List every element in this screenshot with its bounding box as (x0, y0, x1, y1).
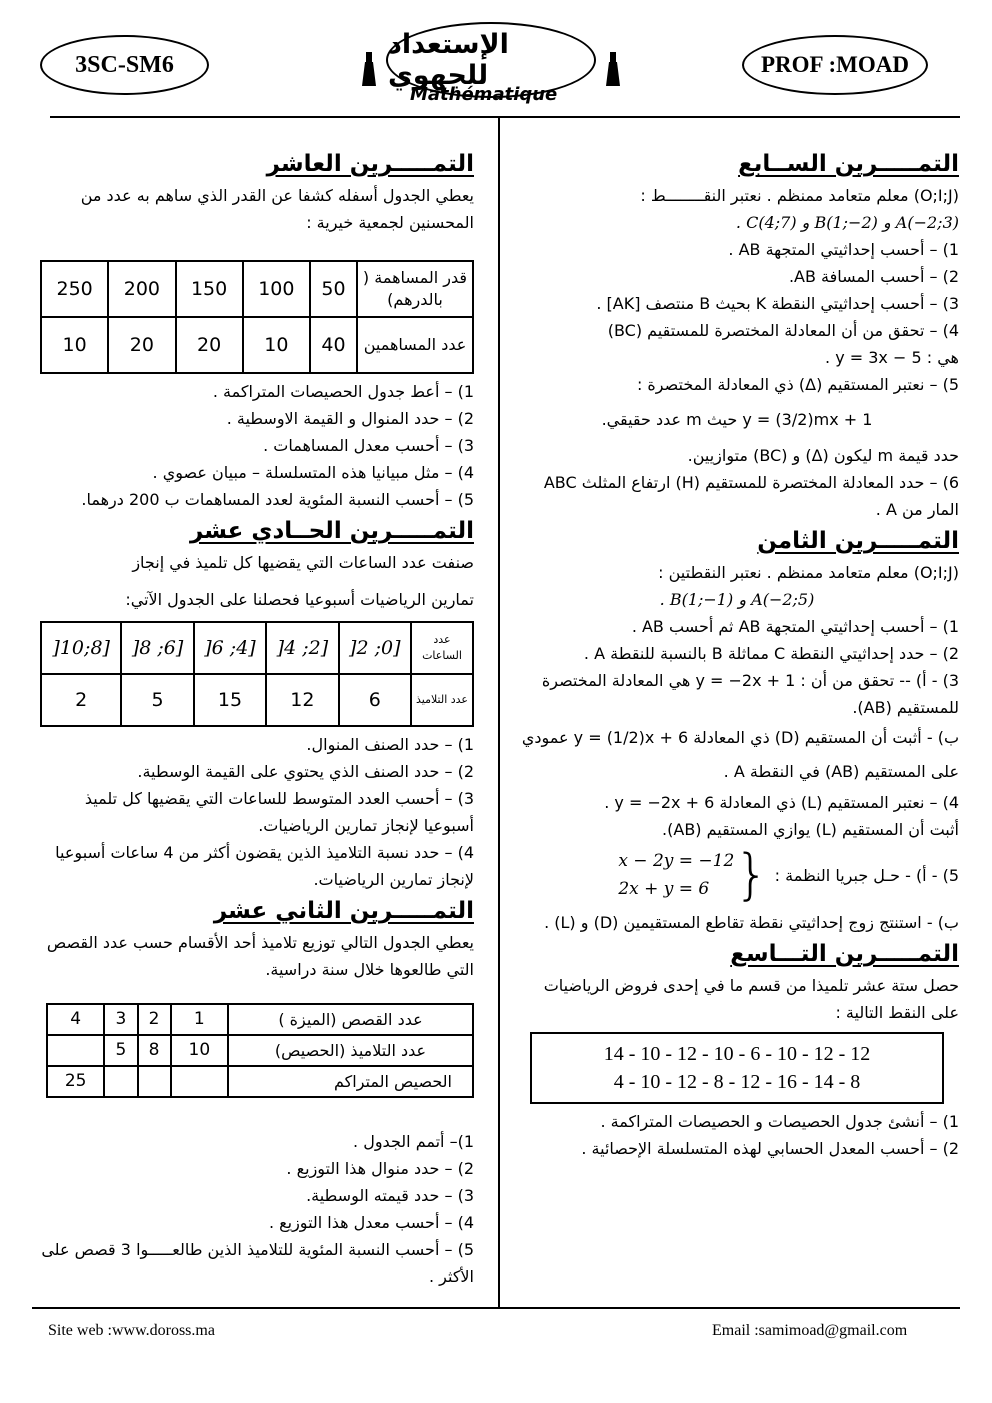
table-cell: 50 (310, 261, 357, 317)
table-cell (171, 1066, 228, 1097)
ex8-q5b: ب) - استنتج زوج إحداثيتي نقطة تقاطع المستقيمين (D) و (L) . (544, 913, 959, 932)
row-label: الحصيص المتراكم (228, 1066, 473, 1097)
table-cell: 20 (108, 317, 175, 373)
ex7-q6: 6) – حدد المعادلة المختصرة للمستقيم (H) ارتفاع المثلث ABC المار من A . (543, 473, 959, 519)
ex11-q4: 4) – حدد نسبة التلاميذ الذين يقضون أكثر من 4 ساعات أسبوعيا لإنجاز تمارين الرياضيات. (55, 843, 474, 889)
ex12-q4: 4) – أحسب معدل هذا التوزيع . (268, 1213, 474, 1232)
email-link[interactable]: Email :samimoad@gmail.com (712, 1322, 908, 1339)
right-column (515, 146, 959, 1162)
table-row (41, 261, 473, 317)
ex10-q1: 1) – أعط جدول الحصيصات المتراكمة . (212, 382, 474, 401)
table-cell: 6 (339, 674, 411, 726)
ex12-q2: 2) – حدد منوال هذا التوزيع . (286, 1159, 474, 1178)
ex7-intro: (O;I;J) معلم متعامد ممنظم . نعتبر النقــــــــط : (640, 186, 959, 205)
ex7-q5-task: حدد قيمة m ليكون (Δ) و (BC) متوازيين. (687, 446, 959, 465)
ex11-q3: 3) – أحسب العدد المتوسط للساعات التي يقضيها كل تلميذ أسبوعيا لإنجاز تمارين الرياضيات. (84, 789, 474, 835)
hours-table (40, 621, 474, 727)
table-row (47, 1035, 473, 1066)
ex8-q4b: أثبت أن المستقيم (L) يوازي المستقيم (AB). (662, 820, 959, 839)
table-cell: 20 (176, 317, 243, 373)
ex7-q2: 2) – أحسب المسافة AB. (788, 267, 959, 286)
flask-icon (606, 52, 620, 86)
table-row (41, 674, 473, 726)
ex7-q4-equation: هي : y = 3x − 5 . (825, 348, 959, 367)
ex11-q2: 2) – حدد الصنف الذي يحتوي على القيمة الوسطية. (137, 762, 474, 781)
flask-icon (362, 52, 376, 86)
exercise-10-title: التمـــــرين العاشر (266, 151, 474, 177)
table-cell (138, 1066, 171, 1097)
ex10-q4: 4) – مثل مبيانيا هذه المتسلسلة – مبيان عصوي . (152, 463, 474, 482)
table-row (47, 1004, 473, 1035)
ex8-points: A(−2;5) و B(1;−1) . (659, 590, 815, 609)
system-eq-1: x − 2y = −12 (618, 851, 735, 871)
table-cell: 25 (47, 1066, 104, 1097)
ex7-q3: 3) – أحسب إحداثيتي النقطة K بحيث B منتصف [AK] . (596, 294, 959, 313)
table-cell: 5 (104, 1035, 137, 1066)
subject-title: Mathématique (410, 84, 558, 105)
ex12-q5: 5) – أحسب النسبة المئوية للتلاميذ الذين طالعـــــوا 3 قصص على الأكثر . (41, 1240, 474, 1286)
ex7-q4: 4) – تحقق من أن المعادلة المختصرة للمستقيم (BC) (607, 321, 959, 340)
exam-prep-badge: الإستعداد للجهوي (386, 22, 596, 98)
ex7-q1: 1) – أحسب إحداثيتي المتجهة AB . (728, 240, 959, 259)
table-cell: [8;10[ (41, 622, 121, 674)
table-cell: 1 (171, 1004, 228, 1035)
row-label: عدد المساهمين (357, 317, 473, 373)
table-cell: [2; 4[ (266, 622, 338, 674)
stories-table (46, 1003, 474, 1098)
ex10-q2: 2) – حدد المنوال و القيمة الاوسطية . (226, 409, 474, 428)
row-label: عدد الساعات (411, 622, 473, 674)
table-row (47, 1066, 473, 1097)
ex11-q1: 1) – حدد الصنف المنوال. (306, 735, 474, 754)
exercise-12-title: التمـــــرين الثاني عشر (213, 898, 474, 924)
ex10-q3: 3) – أحسب معدل المساهمات . (263, 436, 474, 455)
ex7-q5: 5) – نعتبر المستقيم (Δ) ذي المعادلة المختصرة : (636, 375, 959, 394)
ex11-intro-2: تمارين الرياضيات أسبوعيا فحصلنا على الجدول الآتي: (125, 590, 474, 609)
ex11-intro-1: صنفت عدد الساعات التي يقضيها كل تلميذ في إنجاز (132, 553, 474, 572)
table-cell: 3 (104, 1004, 137, 1035)
system-brace: { (734, 843, 769, 906)
exercise-11-title: التمـــــرين الحــادي عشر (189, 518, 474, 544)
table-cell (104, 1066, 137, 1097)
table-cell: 150 (176, 261, 243, 317)
left-column (40, 146, 474, 1290)
ex8-intro: (O;I;J) معلم متعامد ممنظم . نعتبر النقطتين : (658, 563, 959, 582)
linear-system (618, 847, 734, 903)
teacher-badge: PROF :MOAD (742, 35, 928, 95)
exercise-9-title: التمـــــرين التـــاسع (730, 941, 959, 967)
table-cell: 10 (41, 317, 108, 373)
exercise-7-title: التمـــــرين الســابع (738, 151, 959, 177)
table-cell: 40 (310, 317, 357, 373)
ex9-q1: 1) – أنشئ جدول الحصيصات و الحصيصات المتراكمة . (600, 1112, 959, 1131)
row-label: قدر المساهمة ( بالدرهم) (357, 261, 473, 317)
table-cell: 250 (41, 261, 108, 317)
table-cell: 15 (194, 674, 266, 726)
table-cell: 200 (108, 261, 175, 317)
table-cell: 10 (243, 317, 310, 373)
ex8-q5a-row (515, 843, 959, 906)
table-cell (47, 1035, 104, 1066)
column-divider (498, 116, 500, 1308)
ex9-q2: 2) – أحسب المعدل الحسابي لهذه المتسلسلة الإحصائية . (581, 1139, 959, 1158)
exercise-8-title: التمـــــرين الثامن (757, 528, 959, 554)
ex10-q5: 5) – أحسب النسبة المئوية لعدد المساهمات ب 200 درهما. (81, 490, 474, 509)
ex12-intro: يعطي الجدول التالي توزيع تلاميذ أحد الأقسام حسب عدد القصص التي طالعوها خلال سنة دراسية. (46, 933, 474, 979)
ex7-q5-equation: y = (3/2)mx + 1 حيث m عدد حقيقي. (601, 410, 873, 429)
ex12-q3: 3) – حدد قيمته الوسطية. (306, 1186, 474, 1205)
table-cell: 5 (121, 674, 193, 726)
table-row (41, 622, 473, 674)
site-link[interactable]: Site web :www.doross.ma (48, 1322, 215, 1339)
table-cell: 12 (266, 674, 338, 726)
scores-row-1: 14 - 10 - 12 - 10 - 6 - 10 - 12 - 12 (603, 1043, 871, 1065)
table-cell: 4 (47, 1004, 104, 1035)
ex12-q1: 1)– أتمم الجدول . (353, 1132, 474, 1151)
row-label: عدد التلاميذ (الحصيص) (228, 1035, 473, 1066)
ex8-q3a: 3) - أ) -- تحقق من أن : y = −2x + 1 هي المعادلة المختصرة للمستقيم (AB). (541, 671, 959, 717)
scores-row-2: 4 - 10 - 12 - 8 - 12 - 16 - 14 - 8 (613, 1071, 861, 1093)
row-label: عدد القصص (الميزة ) (228, 1004, 473, 1035)
table-cell: [4; 6[ (194, 622, 266, 674)
class-badge: 3SC-SM6 (40, 35, 209, 95)
ex10-intro: يعطي الجدول أسفله كشفا عن القدر الذي ساهم به عدد من المحسنين لجمعية خيرية : (80, 186, 474, 232)
row-label: عدد التلاميذ (411, 674, 473, 726)
table-cell: 100 (243, 261, 310, 317)
table-cell: 10 (171, 1035, 228, 1066)
ex8-q4: 4) – نعتبر المستقيم (L) ذي المعادلة y = −2x + 6 . (604, 793, 959, 812)
table-cell: [0; 2[ (339, 622, 411, 674)
ex8-q1: 1) – أحسب إحداثيتي المتجهة AB ثم أحسب AB . (631, 617, 959, 636)
table-cell: 2 (41, 674, 121, 726)
footer-divider (32, 1307, 960, 1309)
ex8-q2: 2) – حدد إحداثيتي النقطة C مماثلة B بالنسبة للنقطة A . (583, 644, 959, 663)
table-cell: [6; 8[ (121, 622, 193, 674)
table-cell: 2 (138, 1004, 171, 1035)
contributions-table (40, 260, 474, 374)
ex8-q3b: ب) - أثبت أن المستقيم (D) ذي المعادلة y = (1/2)x + 6 عمودي على المستقيم (AB) في النقطة A . (521, 728, 959, 781)
scores-box (530, 1032, 944, 1104)
ex7-points: A(−2;3) و B(1;−2) و C(4;7) . (735, 213, 959, 232)
table-row (41, 317, 473, 373)
ex9-intro: حصل ستة عشر تلميذا من قسم ما في إحدى فروض الرياضيات على النقط التالية : (543, 976, 959, 1022)
ex8-q5a: 5) - أ) - حـل جبريا النظمة : (774, 865, 959, 885)
table-cell: 8 (138, 1035, 171, 1066)
system-eq-2: 2x + y = 6 (618, 879, 710, 899)
header-divider (50, 116, 960, 118)
